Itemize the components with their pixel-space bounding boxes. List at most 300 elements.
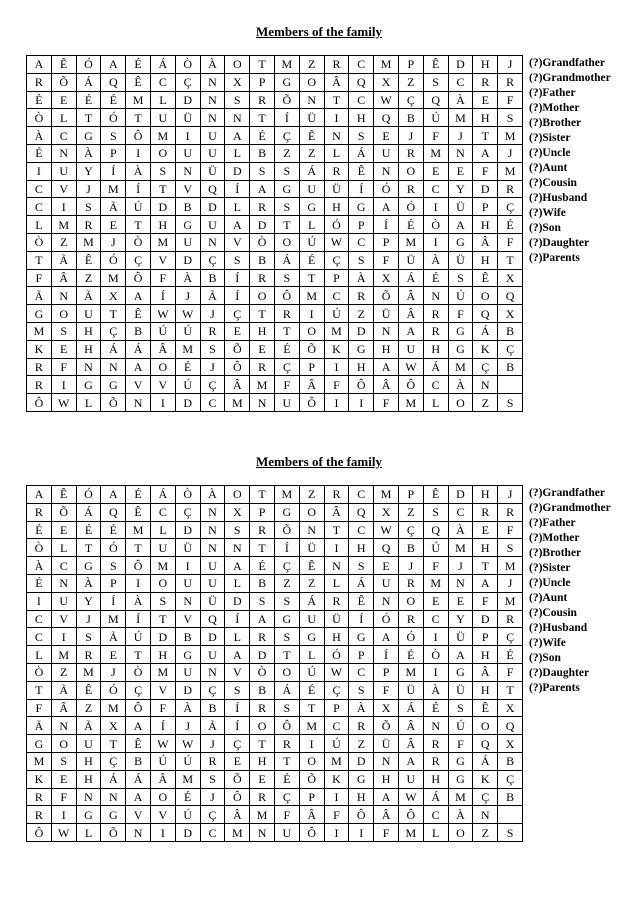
grid-cell: E (448, 162, 473, 180)
grid-cell: Y (76, 592, 101, 610)
grid-cell: J (175, 717, 200, 735)
grid-cell: G (76, 557, 101, 575)
grid-cell: M (27, 322, 52, 340)
grid-cell: C (349, 663, 374, 681)
grid-cell: H (324, 628, 349, 646)
grid-cell: Ç (498, 340, 523, 358)
grid-cell: É (423, 269, 448, 287)
grid-cell: R (498, 73, 523, 91)
grid-cell: G (274, 610, 299, 628)
grid-cell: Q (473, 305, 498, 323)
grid-cell: R (27, 358, 52, 376)
grid-cell: Ç (324, 681, 349, 699)
grid-cell: É (175, 358, 200, 376)
grid-cell: P (374, 663, 399, 681)
grid-cell: O (473, 287, 498, 305)
grid-cell: Y (448, 180, 473, 198)
grid-cell: N (299, 521, 324, 539)
grid-cell: Á (423, 788, 448, 806)
grid-cell: P (324, 699, 349, 717)
grid-cell: Ü (200, 592, 225, 610)
word-list-item: (?)Brother (529, 547, 582, 559)
grid-cell: I (324, 788, 349, 806)
grid-cell: T (250, 109, 275, 127)
grid-cell: A (398, 752, 423, 770)
grid-cell: À (423, 681, 448, 699)
grid-cell: Ê (349, 162, 374, 180)
grid-cell: O (150, 788, 175, 806)
grid-cell: Ò (27, 663, 52, 681)
grid-cell: O (150, 358, 175, 376)
grid-cell: N (200, 503, 225, 521)
grid-cell: J (498, 574, 523, 592)
grid-cell: B (175, 628, 200, 646)
grid-row (27, 770, 523, 788)
grid-cell: O (150, 144, 175, 162)
grid-cell: W (374, 521, 399, 539)
grid-cell: J (498, 144, 523, 162)
word-list-item: (?)Parents (529, 252, 580, 264)
grid-cell: H (150, 216, 175, 234)
grid-cell: Ç (126, 681, 151, 699)
grid-cell: D (473, 180, 498, 198)
grid-cell: O (274, 663, 299, 681)
grid-cell: B (250, 251, 275, 269)
grid-cell: Ê (423, 486, 448, 504)
grid-cell: I (324, 539, 349, 557)
grid-cell: R (250, 521, 275, 539)
grid-cell: U (200, 127, 225, 145)
grid-cell: Õ (101, 824, 126, 842)
grid-cell: G (349, 628, 374, 646)
grid-cell: C (27, 198, 52, 216)
grid-cell: G (101, 376, 126, 394)
grid-cell: U (150, 539, 175, 557)
grid-cell: T (126, 109, 151, 127)
grid-cell: R (398, 610, 423, 628)
grid-cell: M (27, 752, 52, 770)
grid-cell: Ç (200, 806, 225, 824)
grid-cell: E (423, 162, 448, 180)
grid-cell: S (225, 91, 250, 109)
grid-cell: O (299, 503, 324, 521)
grid-cell: E (51, 521, 76, 539)
grid-cell: S (349, 251, 374, 269)
grid-row (27, 127, 523, 145)
grid-row (27, 162, 523, 180)
grid-cell: Í (126, 180, 151, 198)
grid-cell: X (498, 699, 523, 717)
grid-cell: U (299, 180, 324, 198)
grid-cell: X (101, 287, 126, 305)
grid-cell: V (175, 180, 200, 198)
grid-cell: T (498, 251, 523, 269)
grid-cell: F (274, 376, 299, 394)
grid-cell: W (324, 663, 349, 681)
grid-cell: Õ (299, 340, 324, 358)
grid-cell: W (374, 91, 399, 109)
grid-cell: S (76, 628, 101, 646)
grid-cell: T (76, 109, 101, 127)
grid-cell: R (76, 646, 101, 664)
grid-cell: P (299, 358, 324, 376)
grid-cell: H (473, 216, 498, 234)
grid-cell: N (51, 717, 76, 735)
grid-cell: G (448, 340, 473, 358)
grid-row (27, 663, 523, 681)
grid-cell: C (51, 127, 76, 145)
grid-cell: Ê (299, 127, 324, 145)
grid-cell: A (448, 646, 473, 664)
grid-cell: É (398, 646, 423, 664)
grid-cell: N (225, 109, 250, 127)
grid-cell: Á (101, 340, 126, 358)
grid-cell: U (76, 735, 101, 753)
grid-cell: Ç (225, 305, 250, 323)
grid-cell: Q (473, 735, 498, 753)
grid-row (27, 735, 523, 753)
grid-cell: Õ (225, 340, 250, 358)
grid-cell: G (349, 770, 374, 788)
grid-cell: Ô (349, 376, 374, 394)
grid-cell: Ê (76, 251, 101, 269)
grid-cell: N (175, 162, 200, 180)
grid-cell: Ü (299, 109, 324, 127)
word-list-item: (?)Sister (529, 562, 571, 574)
grid-cell: Ü (374, 305, 399, 323)
grid-cell: F (27, 269, 52, 287)
grid-cell: Á (349, 144, 374, 162)
grid-cell: Â (51, 269, 76, 287)
grid-cell: Í (225, 717, 250, 735)
grid-cell: D (175, 251, 200, 269)
grid-cell: P (101, 574, 126, 592)
grid-cell: P (250, 503, 275, 521)
grid-row (27, 340, 523, 358)
grid-cell: Z (398, 73, 423, 91)
grid-cell: H (76, 770, 101, 788)
grid-cell: S (51, 752, 76, 770)
grid-cell: U (398, 340, 423, 358)
grid-cell: Ô (27, 394, 52, 412)
grid-cell: J (101, 233, 126, 251)
grid-cell: Á (126, 340, 151, 358)
grid-cell: Ò (126, 663, 151, 681)
grid-cell: Ó (374, 610, 399, 628)
grid-cell: B (498, 358, 523, 376)
grid-row (27, 144, 523, 162)
grid-cell: Q (498, 287, 523, 305)
grid-cell: R (398, 574, 423, 592)
grid-cell: M (150, 663, 175, 681)
grid-cell: Ã (27, 287, 52, 305)
grid-cell: É (250, 127, 275, 145)
grid-cell: M (101, 699, 126, 717)
grid-cell: F (374, 251, 399, 269)
grid-cell: R (27, 73, 52, 91)
grid-cell: M (448, 109, 473, 127)
grid-cell: Â (473, 233, 498, 251)
grid-cell: E (374, 127, 399, 145)
grid-cell: V (51, 610, 76, 628)
grid-cell: D (473, 610, 498, 628)
grid-row (27, 233, 523, 251)
grid-cell: Ò (27, 233, 52, 251)
grid-cell: Ç (274, 127, 299, 145)
grid-cell: M (225, 394, 250, 412)
grid-cell: Q (200, 610, 225, 628)
grid-row (27, 287, 523, 305)
grid-cell: T (250, 486, 275, 504)
grid-cell: Ê (299, 557, 324, 575)
grid-row (27, 486, 523, 504)
grid-cell: I (27, 592, 52, 610)
grid-cell: J (200, 358, 225, 376)
grid-cell: Ô (349, 806, 374, 824)
grid-cell: T (473, 557, 498, 575)
grid-cell: K (324, 340, 349, 358)
grid-cell: Ô (225, 788, 250, 806)
grid-cell: E (250, 340, 275, 358)
grid-cell: Ô (225, 358, 250, 376)
grid-cell: I (299, 735, 324, 753)
grid-row (27, 788, 523, 806)
grid-cell: E (101, 216, 126, 234)
grid-cell: S (423, 503, 448, 521)
grid-cell: Í (274, 539, 299, 557)
grid-cell: R (498, 503, 523, 521)
grid-cell: I (349, 824, 374, 842)
grid-cell: T (126, 216, 151, 234)
grid-row (27, 198, 523, 216)
grid-row (27, 180, 523, 198)
grid-cell: R (324, 486, 349, 504)
grid-cell: A (27, 56, 52, 74)
grid-cell: Õ (51, 503, 76, 521)
grid-cell: L (76, 394, 101, 412)
grid-cell: H (349, 539, 374, 557)
grid-cell: F (51, 358, 76, 376)
grid-cell: M (398, 824, 423, 842)
grid-cell: N (324, 557, 349, 575)
grid-cell: T (299, 269, 324, 287)
grid-cell: Ô (126, 557, 151, 575)
grid-cell: M (51, 216, 76, 234)
grid-cell: L (299, 646, 324, 664)
grid-cell: O (225, 486, 250, 504)
grid-cell: U (200, 557, 225, 575)
grid-cell: Â (324, 503, 349, 521)
grid-cell: P (398, 486, 423, 504)
grid-cell: M (423, 144, 448, 162)
grid-cell: R (27, 376, 52, 394)
grid-cell: S (349, 681, 374, 699)
grid-cell: G (76, 376, 101, 394)
grid-cell: Á (398, 699, 423, 717)
grid-cell: M (423, 574, 448, 592)
grid-cell: É (498, 646, 523, 664)
grid-cell: R (398, 144, 423, 162)
grid-cell: É (423, 699, 448, 717)
grid-cell: M (398, 394, 423, 412)
grid-cell: S (76, 198, 101, 216)
grid-cell: R (27, 806, 52, 824)
grid-cell: F (374, 824, 399, 842)
grid-cell: Ú (324, 735, 349, 753)
grid-cell: É (175, 788, 200, 806)
grid-cell: F (374, 394, 399, 412)
grid-cell: Ú (299, 233, 324, 251)
grid-cell: Ü (448, 628, 473, 646)
grid-cell: R (27, 788, 52, 806)
grid-row (27, 699, 523, 717)
word-list-item: (?)Husband (529, 192, 588, 204)
grid-cell: Ê (126, 305, 151, 323)
grid-cell: É (398, 216, 423, 234)
grid-cell: R (498, 180, 523, 198)
grid-row (27, 73, 523, 91)
grid-cell: U (200, 646, 225, 664)
grid-cell: U (398, 770, 423, 788)
grid-cell: M (126, 91, 151, 109)
grid-cell: À (175, 269, 200, 287)
grid-row (27, 251, 523, 269)
grid-cell: G (274, 73, 299, 91)
grid-cell: A (225, 216, 250, 234)
grid-cell: S (448, 269, 473, 287)
grid-cell: N (200, 233, 225, 251)
grid-cell: B (498, 788, 523, 806)
grid-cell: Ó (101, 109, 126, 127)
grid-cell: M (76, 233, 101, 251)
grid-cell: F (150, 699, 175, 717)
grid-cell: Õ (225, 770, 250, 788)
grid-cell: A (225, 646, 250, 664)
grid-cell: Ò (126, 233, 151, 251)
grid-cell: E (51, 770, 76, 788)
grid-row (27, 305, 523, 323)
grid-cell: À (423, 251, 448, 269)
grid-cell: I (324, 394, 349, 412)
word-list-item: (?)Brother (529, 117, 582, 129)
grid-cell: Ó (398, 198, 423, 216)
grid-cell: Ü (448, 681, 473, 699)
grid-cell: V (51, 180, 76, 198)
grid-cell: F (324, 376, 349, 394)
grid-cell: Á (274, 251, 299, 269)
word-list-item: (?)Daughter (529, 237, 590, 249)
grid-cell: Ú (175, 322, 200, 340)
grid-cell: N (101, 358, 126, 376)
grid-cell: N (448, 574, 473, 592)
grid-row (27, 394, 523, 412)
word-list (529, 486, 637, 696)
grid-cell: D (250, 216, 275, 234)
grid-cell: I (51, 198, 76, 216)
grid-cell: S (250, 162, 275, 180)
grid-cell: Ç (175, 73, 200, 91)
grid-cell: M (51, 646, 76, 664)
grid-cell: M (448, 539, 473, 557)
word-list-item: (?)Wife (529, 207, 566, 219)
grid-cell: Ò (250, 233, 275, 251)
grid-cell: L (51, 539, 76, 557)
grid-cell: Ò (27, 109, 52, 127)
grid-cell: S (498, 394, 523, 412)
grid-cell: Z (473, 824, 498, 842)
grid-cell: L (324, 144, 349, 162)
grid-cell: Z (76, 699, 101, 717)
grid-cell: E (101, 646, 126, 664)
grid-cell: T (27, 681, 52, 699)
grid-cell: W (51, 824, 76, 842)
grid-cell: Ô (126, 269, 151, 287)
grid-cell: T (150, 610, 175, 628)
grid-cell: J (398, 127, 423, 145)
grid-cell: O (299, 322, 324, 340)
grid-cell: N (76, 788, 101, 806)
grid-cell: M (374, 486, 399, 504)
grid-cell: R (250, 358, 275, 376)
grid-cell: X (374, 503, 399, 521)
grid-cell: Â (473, 663, 498, 681)
grid-cell: S (498, 109, 523, 127)
grid-cell: S (274, 699, 299, 717)
grid-cell: P (101, 144, 126, 162)
grid-cell: M (101, 180, 126, 198)
grid-cell: Ú (150, 322, 175, 340)
grid-cell: À (448, 521, 473, 539)
grid-cell: R (498, 610, 523, 628)
grid-cell: D (150, 628, 175, 646)
grid-cell: E (473, 521, 498, 539)
grid-cell: N (200, 663, 225, 681)
grid-cell: À (448, 91, 473, 109)
word-list-item: (?)Mother (529, 532, 580, 544)
grid-cell: C (349, 233, 374, 251)
grid-cell: W (150, 305, 175, 323)
grid-cell: Ò (250, 663, 275, 681)
grid-cell: C (324, 287, 349, 305)
grid-cell: É (76, 521, 101, 539)
grid-cell: I (126, 144, 151, 162)
grid-cell: G (448, 233, 473, 251)
grid-cell: E (473, 91, 498, 109)
grid-cell: N (299, 91, 324, 109)
grid-cell: N (250, 394, 275, 412)
grid-cell: S (274, 162, 299, 180)
grid-cell: Â (299, 376, 324, 394)
grid-cell: Ú (299, 663, 324, 681)
grid-cell: A (374, 198, 399, 216)
grid-cell: X (498, 269, 523, 287)
grid-cell: T (250, 305, 275, 323)
grid-cell: C (150, 503, 175, 521)
grid-cell: Ò (27, 539, 52, 557)
grid-cell: À (126, 162, 151, 180)
grid-cell: Ç (200, 681, 225, 699)
grid-cell: Ô (274, 717, 299, 735)
grid-cell: I (423, 233, 448, 251)
grid-cell: Ê (126, 503, 151, 521)
grid-cell: N (423, 287, 448, 305)
grid-cell: C (423, 806, 448, 824)
grid-cell: À (126, 592, 151, 610)
grid-cell: H (374, 340, 399, 358)
grid-cell: A (126, 287, 151, 305)
grid-cell: L (150, 91, 175, 109)
grid-cell: À (448, 376, 473, 394)
